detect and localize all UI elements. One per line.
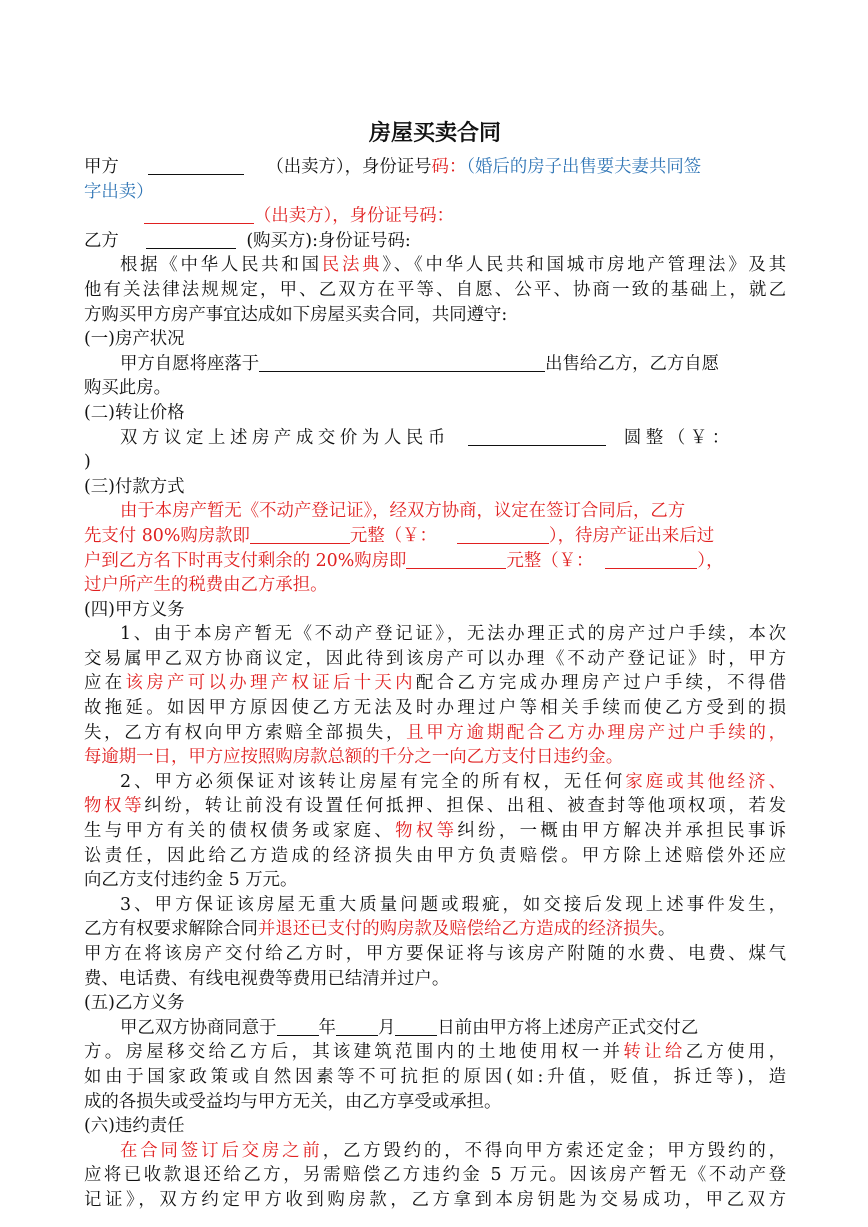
line-duty-a-1: 1、由于本房产暂无《不动产登记证》，无法办理正式的房产过户手续，本次 [120, 624, 786, 645]
line-duty-b-3: 如由于国家政策或自然因素等不可抗拒的原因(如:升值，贬值，拆迁等)，造 [84, 1066, 786, 1087]
line-payment-4: 过户所产生的税费由乙方承担。 [84, 575, 328, 596]
line-payment-2: 先支付 80%购房款即 元整（￥： ），待房产证出来后过 [84, 525, 715, 546]
line-breach-3: 记证》，双方约定甲方收到购房款，乙方拿到本房钥匙为交易成功，甲乙双方 [84, 1189, 786, 1210]
section-1-heading: (一)房产状况 [84, 329, 185, 350]
contract-body [84, 155, 786, 1213]
section-2-heading: (二)转让价格 [84, 402, 185, 423]
section-4-heading: (四)甲方义务 [84, 599, 185, 620]
line-duty-a-3: 应在该房产可以办理产权证后十天内配合乙方完成办理房产过户手续，不得借 [84, 673, 786, 694]
property-location-blank[interactable] [259, 353, 545, 372]
payment-20-blank[interactable] [406, 550, 506, 569]
line-property-location: 甲方自愿将座落于 出售给乙方，乙方自愿 [120, 353, 720, 374]
line-payment-3: 户到乙方名下时再支付剩余的 20%购房即 元整（￥： ）， [84, 550, 724, 571]
line-party-b: 乙方 (购买方):身份证号码: [84, 230, 411, 251]
line-duty-a-13: 乙方有权要求解除合同并退还已支付的购房款及赔偿给乙方造成的经济损失。 [84, 919, 676, 940]
line-duty-a-15: 费、电话费、有线电视费等费用已结清并过户。 [84, 968, 450, 989]
line-duty-a-5: 失，乙方有权向甲方索赔全部损失，且甲方逾期配合乙方办理房产过户手续的， [84, 722, 786, 743]
party-b-name-blank[interactable] [146, 230, 236, 249]
payment-80-blank[interactable] [250, 525, 350, 544]
payment-80-yuan-blank[interactable] [457, 525, 549, 544]
line-duty-a-14: 甲方在将该房产交付给乙方时，甲方要保证将与该房产附随的水费、电费、煤气 [84, 944, 786, 964]
line-duty-a-11: 向乙方支付违约金 5 万元。 [84, 870, 298, 891]
line-legal-basis-2: 他有关法律法规规定，甲、乙双方在平等、自愿、公平、协商一致的基础上，就乙 [84, 279, 786, 300]
line-breach-1: 在合同签订后交房之前，乙方毁约的，不得向甲方索还定金；甲方毁约的， [120, 1140, 786, 1161]
line-price: 双方议定上述房产成交价为人民币 圆整（￥： [120, 427, 734, 448]
line-duty-a-7: 2、甲方必须保证对该转让房屋有完全的所有权，无任何家庭或其他经济、 [120, 771, 786, 792]
line-duty-a-12: 3、甲方保证该房屋无重大质量问题或瑕疵，如交接后发现上述事件发生， [120, 894, 786, 915]
document-title: 房屋买卖合同 [368, 120, 501, 146]
line-duty-a-10: 讼责任，因此给乙方造成的经济损失由甲方负责赔偿。甲方除上述赔偿外还应 [84, 845, 786, 866]
line-property-location-2: 购买此房。 [84, 378, 171, 399]
line-duty-a-9: 生与甲方有关的债权债务或家庭、物权等纠纷，一概由甲方解决并承担民事诉 [84, 821, 786, 842]
line-legal-basis-1: 根据《中华人民共和国民法典》、《中华人民共和国城市房地产管理法》及其 [120, 255, 786, 276]
price-blank[interactable] [468, 427, 606, 446]
line-party-a-note: 字出卖） [84, 181, 154, 202]
line-duty-a-6: 每逾期一日，甲方应按照购房款总额的千分之一向乙方支付日违约金。 [84, 747, 624, 768]
payment-20-yuan-blank[interactable] [605, 550, 697, 569]
section-3-heading: (三)付款方式 [84, 476, 185, 497]
delivery-month-blank[interactable] [336, 1017, 378, 1036]
line-duty-b-1: 甲乙双方协商同意于 年 月 日前由甲方将上述房产正式交付乙 [120, 1017, 699, 1038]
line-party-a-spouse: （出卖方），身份证号码： [84, 204, 786, 229]
section-5-heading: (五)乙方义务 [84, 993, 185, 1014]
line-party-a: 甲方 （出卖方），身份证号码：（婚后的房子出售要夫妻共同签 [84, 157, 702, 177]
line-payment-1: 由于本房产暂无《不动产登记证》，经双方协商，议定在签订合同后，乙方 [120, 501, 686, 522]
line-breach-2: 应将已收款退还给乙方，另需赔偿乙方违约金 5 万元。因该房产暂无《不动产登 [84, 1165, 786, 1186]
party-a-spouse-blank[interactable] [144, 205, 254, 224]
line-legal-basis-3: 方购买甲方房产事宜达成如下房屋买卖合同，共同遵守: [84, 304, 508, 325]
delivery-day-blank[interactable] [395, 1017, 437, 1036]
line-duty-a-2: 交易属甲乙双方协商议定，因此待到该房产可以办理《不动产登记证》时，甲方 [84, 648, 786, 669]
line-duty-a-4: 故拖延。如因甲方原因使乙方无法及时办理过户等相关手续而使乙方受到的损 [84, 698, 786, 719]
delivery-year-blank[interactable] [277, 1017, 319, 1036]
line-duty-a-8: 物权等纠纷，转让前没有设置任何抵押、担保、出租、被查封等他项权项，若发 [84, 796, 786, 817]
section-6-heading: (六)违约责任 [84, 1116, 185, 1137]
line-price-2: ) [84, 452, 91, 473]
party-a-name-blank[interactable] [148, 156, 244, 175]
line-duty-b-4: 成的各损失或受益均与甲方无关，由乙方享受或承担。 [84, 1091, 502, 1112]
line-duty-b-2: 方。房屋移交给乙方后，其该建筑范围内的土地使用权一并转让给乙方使用， [84, 1042, 786, 1063]
